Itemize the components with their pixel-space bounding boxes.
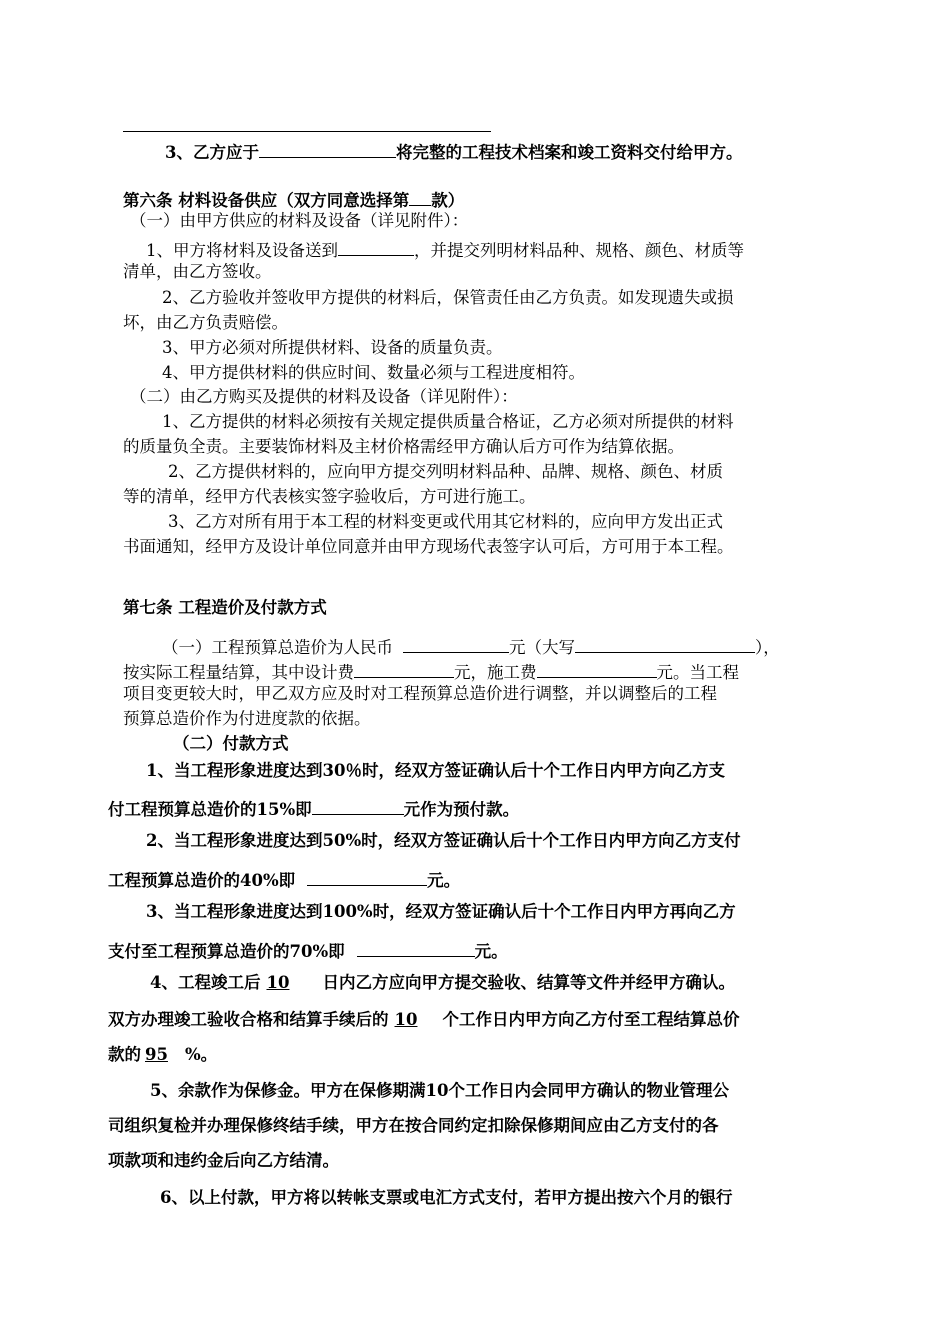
article6-s2-item3-line1: 3、乙方对所有用于本工程的材料变更或代用其它材料的，应向甲方发出正式 (168, 512, 723, 531)
payment-item1-line1: 1、当工程形象进度达到30％时，经双方签证确认后十个工作日内甲方向乙方支 (146, 761, 725, 780)
payment-item5-line1: 5、余款作为保修金。甲方在保修期满10个工作日内会同甲方确认的物业管理公 (150, 1081, 729, 1100)
payment-item1-line2 (108, 795, 519, 821)
text: ）， (755, 638, 780, 657)
filled-field-days: 10 (266, 973, 290, 992)
article6-s1-item4: 4、甲方提供材料的供应时间、数量必须与工程进度相符。 (162, 363, 585, 382)
article6-s2-item1-line1: 1、乙方提供的材料必须按有关规定提供质量合格证，乙方必须对所提供的材料 (162, 412, 734, 431)
payment-item3-line1: 3、当工程形象进度达到100%时，经双方签证确认后十个工作日内甲方再向乙方 (146, 902, 736, 921)
article6-s2-item2-line2: 等的清单，经甲方代表核实签字验收后，方可进行施工。 (123, 487, 536, 506)
text: 3、乙方应于 (165, 143, 259, 162)
text: ，并提交列明材料品种、规格、颜色、材质等 (414, 241, 744, 260)
text: 双方办理竣工验收合格和结算手续后的 (108, 1010, 389, 1029)
blank-field (537, 658, 657, 678)
payment-item2-line2 (108, 866, 460, 892)
blank-field (409, 186, 431, 206)
article7-p1-line1 (162, 633, 780, 659)
text: 1、甲方将材料及设备送到 (146, 241, 338, 260)
text: 日内乙方应向甲方提交验收、结算等文件并经甲方确认。 (322, 973, 735, 992)
article5-item3 (165, 138, 742, 164)
text: 元。当工程 (656, 663, 739, 682)
payment-item2-line1: 2、当工程形象进度达到50%时，经双方签证确认后十个工作日内甲方向乙方支付 (146, 831, 741, 850)
text: 元，施工费 (454, 663, 537, 682)
text: 按实际工程量结算，其中设计费 (123, 663, 354, 682)
article6-s1-item1-line2: 清单，由乙方签收。 (123, 262, 272, 281)
payment-item5-line3: 项款项和违约金后向乙方结清。 (108, 1151, 339, 1170)
text: 元（大写 (509, 638, 575, 657)
text: %。 (185, 1045, 218, 1064)
payment-item3-line2 (108, 937, 508, 963)
article6-s1-item3: 3、甲方必须对所提供材料、设备的质量负责。 (162, 338, 503, 357)
article6-title (123, 186, 464, 212)
blank-field (312, 795, 404, 815)
blank-field (259, 138, 396, 158)
article6-s1-item1-line1 (146, 236, 744, 262)
text: 工程预算总造价的40%即 (108, 871, 296, 890)
blank-field (357, 937, 475, 957)
article7-p1-line2 (123, 658, 739, 684)
payment-item5-line2: 司组织复检并办理保修终结手续，甲方在按合同约定扣除保修期间应由乙方支付的各 (108, 1116, 719, 1135)
text: 元作为预付款。 (403, 800, 520, 819)
blank-line-top (123, 131, 491, 132)
blank-field (403, 633, 509, 653)
text: 元。 (427, 871, 461, 890)
blank-field (575, 633, 755, 653)
text: 付工程预算总造价的15%即 (108, 800, 312, 819)
article7-p1-line3: 项目变更较大时，甲乙双方应及时对工程预算总造价进行调整，并以调整后的工程 (123, 684, 717, 703)
blank-field (354, 658, 454, 678)
text: 个工作日内甲方向乙方付至工程结算总价 (442, 1010, 740, 1029)
article6-s1-item2-line2: 坏，由乙方负责赔偿。 (123, 313, 288, 332)
text: 款） (431, 191, 465, 210)
article6-s2-item1-line2: 的质量负全责。主要装饰材料及主材价格需经甲方确认后方可作为结算依据。 (123, 437, 684, 456)
article6-section2: （二）由乙方购买及提供的材料及设备（详见附件）： (130, 387, 518, 406)
text: 支付至工程预算总造价的70%即 (108, 942, 345, 961)
payment-item4-line1 (150, 972, 735, 994)
article6-s1-item2-line1: 2、乙方验收并签收甲方提供的材料后，保管责任由乙方负责。如发现遗失或损 (162, 288, 734, 307)
payment-item4-line2 (108, 1009, 740, 1031)
article6-section1: （一）由甲方供应的材料及设备（详见附件）： (130, 211, 469, 230)
text: （一）工程预算总造价为人民币 (162, 638, 393, 657)
blank-field (338, 236, 414, 256)
article7-title: 第七条 工程造价及付款方式 (123, 598, 327, 617)
payment-item6-line1: 6、以上付款，甲方将以转帐支票或电汇方式支付，若甲方提出按六个月的银行 (160, 1188, 733, 1207)
text: 第六条 材料设备供应（双方同意选择第 (123, 191, 410, 210)
article6-s2-item2-line1: 2、乙方提供材料的，应向甲方提交列明材料品种、品牌、规格、颜色、材质 (168, 462, 723, 481)
article7-p1-line4: 预算总造价作为付进度款的依据。 (123, 709, 371, 728)
article6-s2-item3-line2: 书面通知，经甲方及设计单位同意并由甲方现场代表签字认可后，方可用于本工程。 (123, 537, 734, 556)
text: 4、工程竣工后 (150, 973, 261, 992)
payment-item4-line3 (108, 1044, 217, 1066)
filled-field-percent: 95 (145, 1045, 168, 1064)
text: 元。 (474, 942, 508, 961)
article7-section2-title: （二）付款方式 (173, 734, 289, 753)
blank-field (307, 866, 427, 886)
text: 将完整的工程技术档案和竣工资料交付给甲方。 (395, 143, 743, 162)
filled-field-workdays: 10 (394, 1010, 418, 1029)
text: 款的 (108, 1045, 141, 1064)
